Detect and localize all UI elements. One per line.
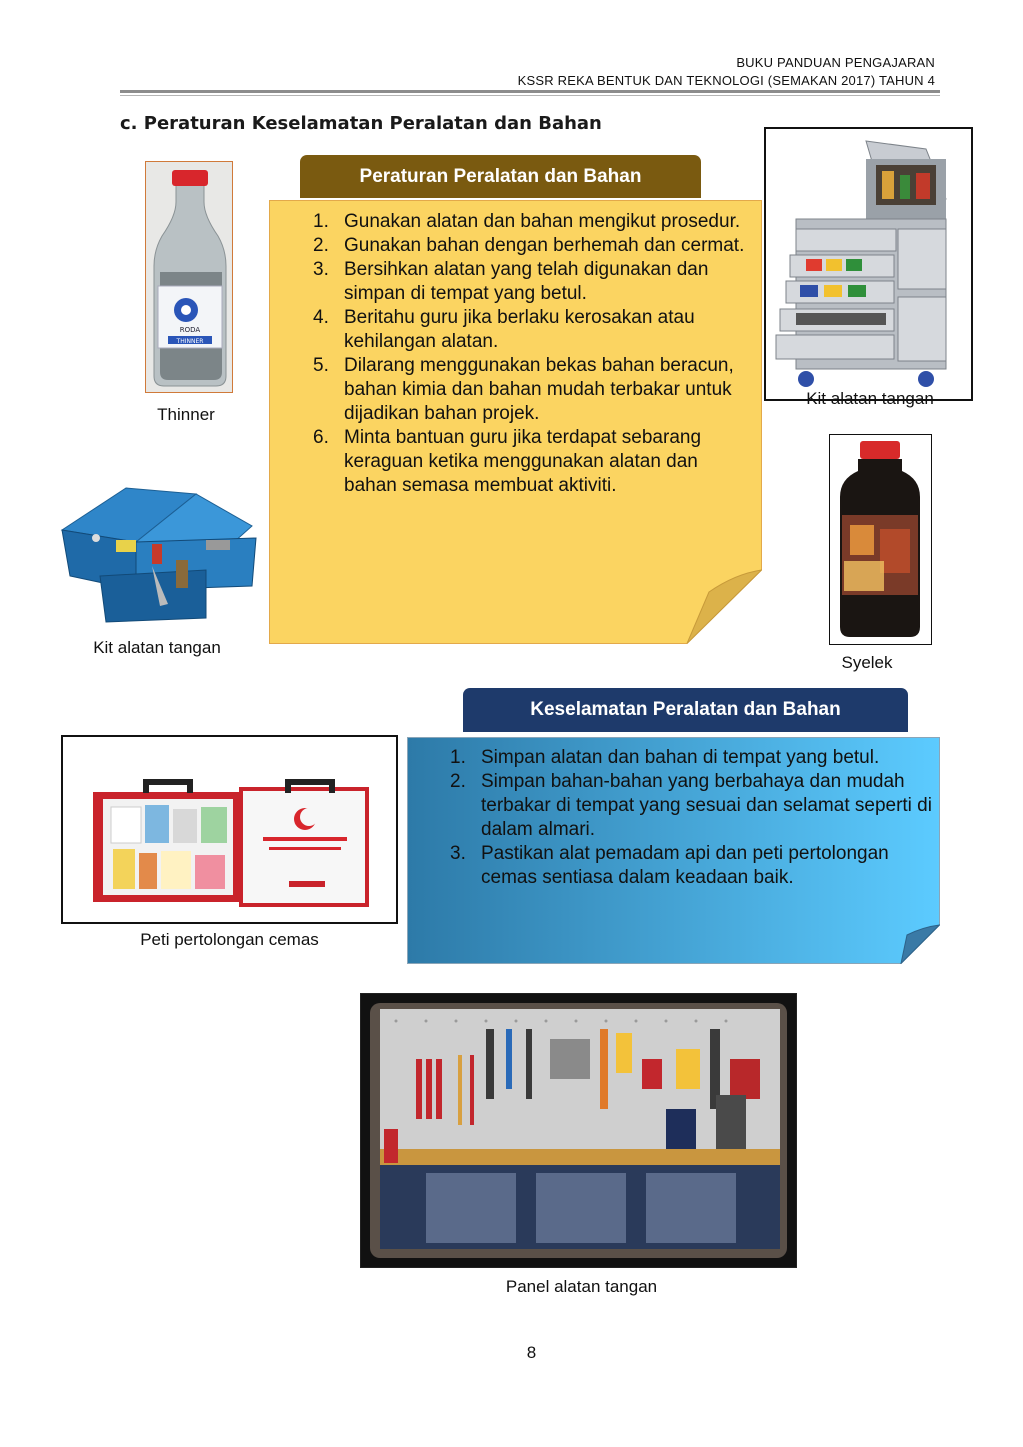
caption-first-aid: Peti pertolongan cemas: [140, 930, 319, 949]
first-aid-box-illustration: [63, 737, 396, 922]
list-item: 6. Minta bantuan guru jika terdapat sebarang keraguan ketika menggunakan alatan dan bahan semasa membuat aktiviti.: [313, 427, 702, 496]
list-item: 1. Simpan alatan dan bahan di tempat yang betul.: [450, 747, 880, 768]
rules-box-title: Peraturan Peralatan dan Bahan: [300, 155, 701, 198]
caption-kit-left: Kit alatan tangan: [93, 638, 221, 657]
list-item: 4. Beritahu guru jika berlaku kerosakan atau kehilangan alatan.: [313, 307, 695, 352]
syelek-bottle-illustration: [830, 435, 930, 643]
blue-toolbox-illustration: [56, 480, 262, 630]
list-item: 2. Gunakan bahan dengan berhemah dan cermat.: [313, 235, 745, 256]
thinner-bottle-illustration: [146, 162, 233, 393]
toolbox-image: [56, 480, 262, 630]
section-title: c. Peraturan Keselamatan Peralatan dan Bahan: [120, 113, 602, 134]
safety-list: [450, 746, 932, 890]
syelek-image: [829, 434, 932, 645]
caption-thinner: Thinner: [157, 405, 215, 424]
bottle-product: THINNER: [176, 338, 204, 345]
tool-cabinet-image: [764, 127, 973, 401]
tool-panel-image: [360, 993, 797, 1268]
list-item: 1. Gunakan alatan dan bahan mengikut prosedur.: [313, 211, 741, 232]
header-subtitle: KSSR REKA BENTUK DAN TEKNOLOGI (SEMAKAN 2017) TAHUN 4: [517, 73, 935, 88]
page-number: 8: [526, 1343, 537, 1362]
list-item: 2. Simpan bahan-bahan yang berbahaya dan mudah terbakar di tempat yang sesuai dan selamat seperti di dalam almari.: [450, 771, 932, 840]
thinner-image: [145, 161, 233, 393]
caption-syelek: Syelek: [841, 653, 893, 672]
caption-panel: Panel alatan tangan: [505, 1277, 658, 1296]
rules-list: [313, 210, 753, 498]
tool-cabinet-illustration: [766, 129, 971, 399]
list-item: 3. Bersihkan alatan yang telah digunakan dan simpan di tempat yang betul.: [313, 259, 709, 304]
list-item: 3. Pastikan alat pemadam api dan peti pertolongan cemas sentiasa dalam keadaan baik.: [450, 843, 889, 888]
caption-kit-right: Kit alatan tangan: [806, 389, 934, 408]
safety-box-title: Keselamatan Peralatan dan Bahan: [463, 688, 908, 732]
bottle-brand: RODA: [179, 326, 201, 334]
list-item: 5. Dilarang menggunakan bekas bahan beracun, bahan kimia dan bahan mudah terbakar untuk dijadikan bahan projek.: [313, 355, 734, 424]
header-title: BUKU PANDUAN PENGAJARAN: [736, 55, 935, 70]
header-divider-thin: [120, 95, 940, 96]
tool-panel-illustration: [366, 999, 791, 1262]
header-divider: [120, 90, 940, 93]
first-aid-image: [61, 735, 398, 924]
